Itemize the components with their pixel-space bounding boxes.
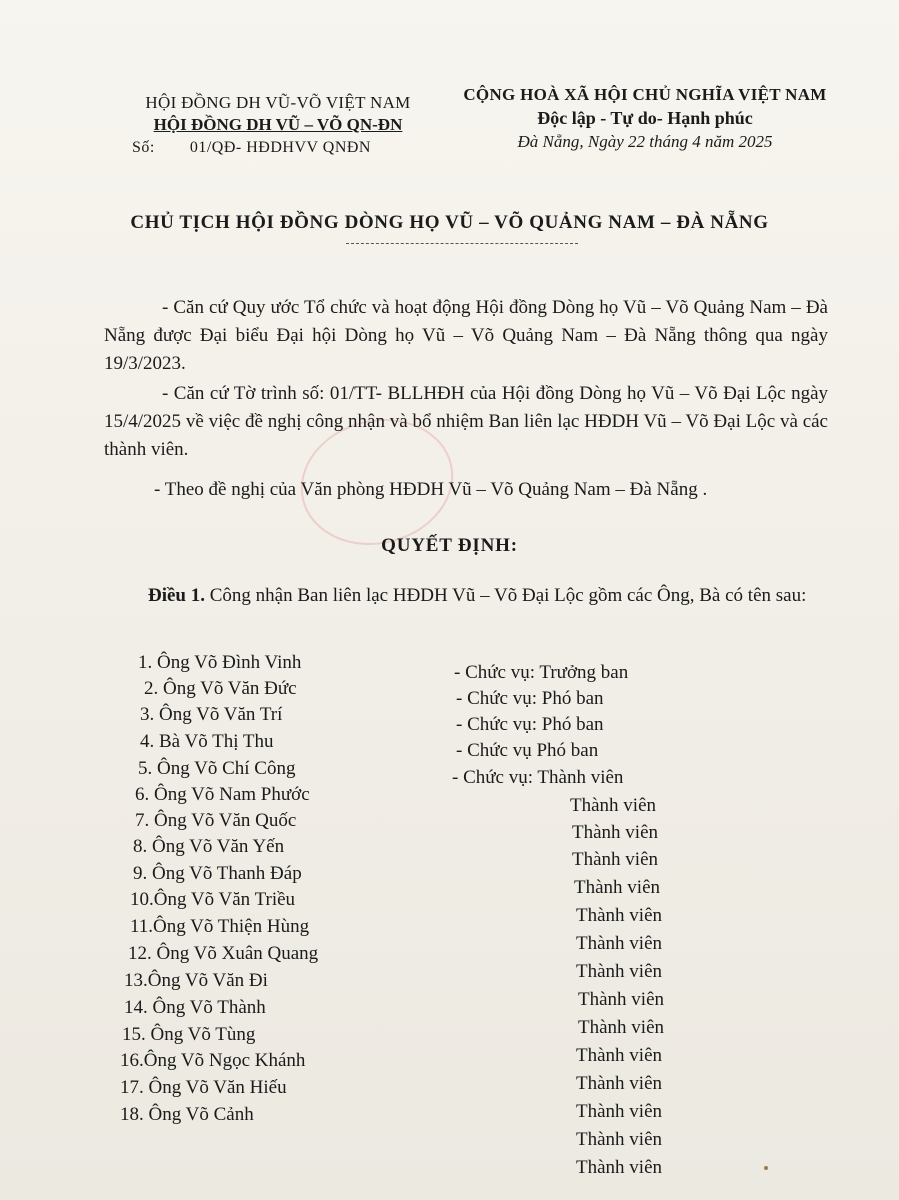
member-name: 1. Ông Võ Đình Vinh [138,652,302,673]
basis-paragraph-2: - Căn cứ Tờ trình số: 01/TT- BLLHĐH của Hội đồng Dòng họ Vũ – Võ Đại Lộc ngày 15/4/2025 về việc đề nghị công nhận và bổ nhiệm Ban liên lạc HĐDH Vũ – Võ Đại Lộc và các thành viên. [104,383,828,460]
national-motto: Độc lập - Tự do- Hạnh phúc [537,108,753,128]
member-name: 5. Ông Võ Chí Công [138,758,296,779]
decision-heading: QUYẾT ĐỊNH: [381,535,518,556]
member-role: Thành viên [574,877,661,898]
member-role: Thành viên [572,849,659,870]
member-role: Thành viên [576,1129,663,1150]
issuer-parent-org: HỘI ĐỒNG DH VŨ-VÕ VIỆT NAM [145,93,411,112]
issuer-header [118,92,438,160]
member-name: 11.Ông Võ Thiện Hùng [130,916,310,937]
member-role: - Chức vụ: Trưởng ban [454,662,629,683]
member-name: 10.Ông Võ Văn Triều [130,889,296,910]
national-header [440,84,850,154]
member-role: Thành viên [576,1073,663,1094]
member-role: Thành viên [576,933,663,954]
member-role: - Chức vụ: Phó ban [456,688,604,709]
member-role: Thành viên [576,1045,663,1066]
article-1-text: Công nhận Ban liên lạc HĐDH Vũ – Võ Đại Lộc gồm các Ông, Bà có tên sau: [205,585,807,606]
document-number: 01/QĐ- HĐDHVV QNĐN [189,139,371,156]
member-name: 17. Ông Võ Văn Hiếu [120,1077,287,1098]
article-1-label: Điều 1. [148,585,205,606]
basis-paragraph-3: - Theo đề nghị của Văn phòng HĐDH Vũ – Võ Quảng Nam – Đà Nẵng . [154,479,708,500]
issuer-org: HỘI ĐỒNG DH VŨ – VÕ QN-ĐN [153,115,403,134]
member-name: 6. Ông Võ Nam Phước [135,784,310,805]
member-role: Thành viên [576,961,663,982]
member-role: Thành viên [576,1157,663,1178]
member-name: 8. Ông Võ Văn Yến [133,836,285,857]
document-title: CHỦ TỊCH HỘI ĐỒNG DÒNG HỌ VŨ – VÕ QUẢNG NAM – ĐÀ NẴNG [130,212,769,233]
member-name: 14. Ông Võ Thành [124,997,266,1018]
document-number-label: Số: [132,139,155,156]
member-role: Thành viên [578,989,665,1010]
member-role: Thành viên [578,1017,665,1038]
member-role: Thành viên [570,795,657,816]
basis-paragraph-1: - Căn cứ Quy ước Tổ chức và hoạt động Hội đồng Dòng họ Vũ – Võ Quảng Nam – Đà Nẵng được Đại biểu Đại hội Dòng họ Vũ – Võ Quảng Nam – Đà Nẵng thông qua ngày 19/3/2023. [104,297,828,374]
member-role: - Chức vụ: Thành viên [452,767,624,788]
member-name: 9. Ông Võ Thanh Đáp [133,863,302,884]
member-role: - Chức vụ Phó ban [456,740,599,761]
title-divider [346,243,578,244]
member-role: Thành viên [576,905,663,926]
document-date: Đà Nẵng, Ngày 22 tháng 4 năm 2025 [517,132,773,151]
article-1 [92,582,832,610]
member-name: 16.Ông Võ Ngọc Khánh [120,1050,306,1071]
member-name: 12. Ông Võ Xuân Quang [128,943,319,964]
member-name: 18. Ông Võ Cảnh [120,1104,254,1125]
member-name: 13.Ông Võ Văn Đi [124,970,268,991]
member-role: Thành viên [576,1101,663,1122]
member-name: 4. Bà Võ Thị Thu [140,731,274,752]
member-role: - Chức vụ: Phó ban [456,714,604,735]
member-role: Thành viên [572,822,659,843]
member-name: 15. Ông Võ Tùng [122,1024,256,1045]
member-name: 3. Ông Võ Văn Trí [140,704,283,725]
member-name: 2. Ông Võ Văn Đức [144,678,297,699]
paper-speck [764,1166,768,1170]
member-name: 7. Ông Võ Văn Quốc [135,810,297,831]
national-title: CỘNG HOÀ XÃ HỘI CHỦ NGHĨA VIỆT NAM [463,85,827,104]
document-number-line [118,136,438,160]
